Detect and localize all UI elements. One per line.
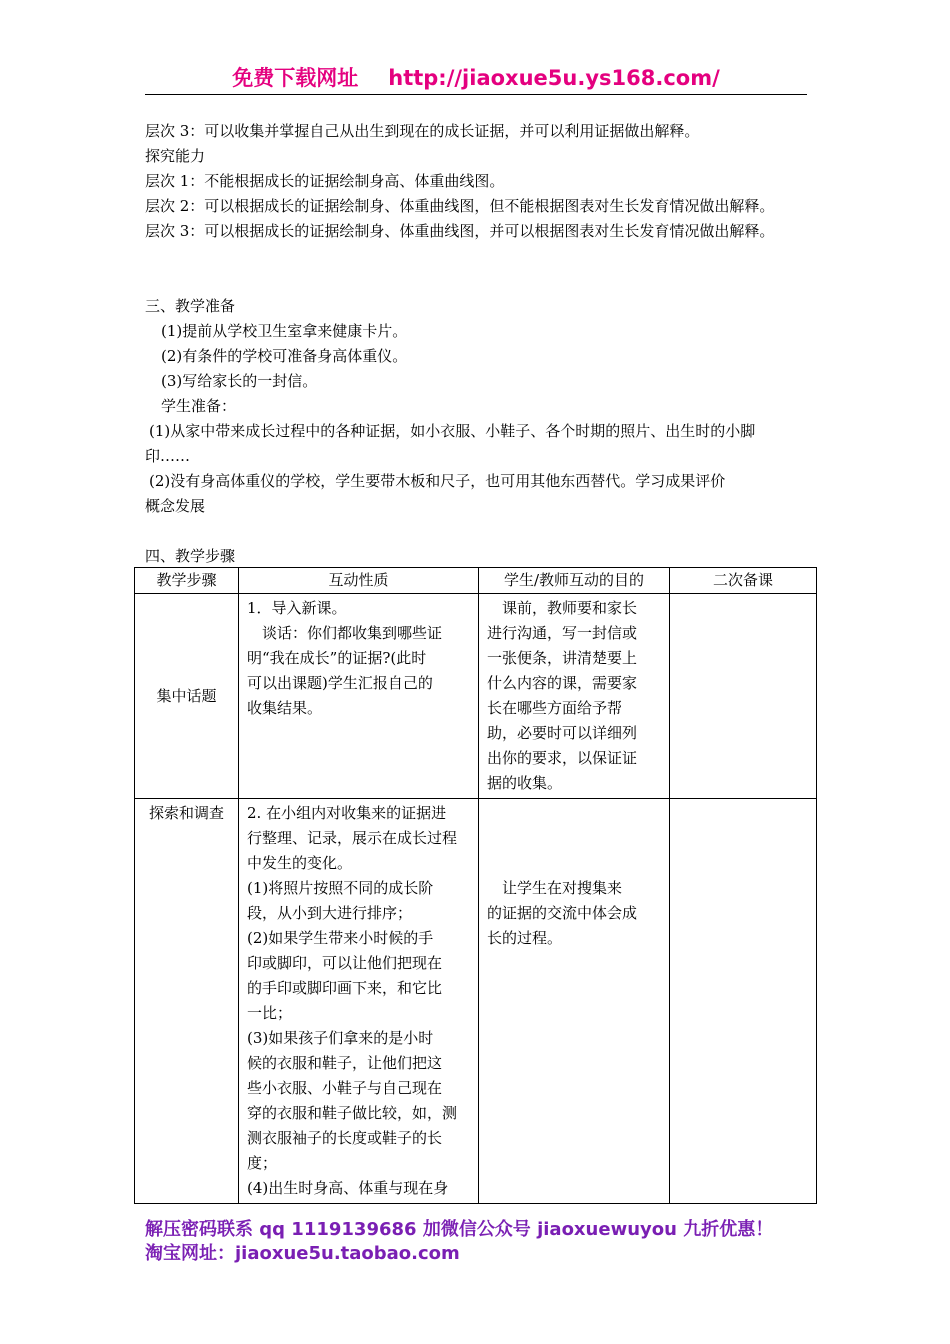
column-header: 教学步骤 xyxy=(135,568,239,594)
document-body xyxy=(145,119,825,569)
cell-line: 谈话：你们都收集到哪些证 xyxy=(247,624,443,642)
cell-line: 长的过程。 xyxy=(487,929,563,947)
cell-line: 一比； xyxy=(247,1004,293,1022)
intro-line: 层次 2：可以根据成长的证据绘制身、体重曲线图，但不能根据图表对生长发育情况做出解释。 xyxy=(145,197,775,215)
student-prep-item-cont: 概念发展 xyxy=(145,497,206,515)
student-prep-heading: 学生准备： xyxy=(161,397,237,415)
intro-line: 探究能力 xyxy=(145,147,206,165)
cell-line: (3)如果孩子们拿来的是小时 xyxy=(247,1029,434,1047)
cell-line: 中发生的变化。 xyxy=(247,854,353,872)
notes-cell xyxy=(670,594,817,799)
steps-heading: 四、教学步骤 xyxy=(145,547,236,565)
cell-line: 的手印或脚印画下来，和它比 xyxy=(247,979,443,997)
cell-line: 一张便条，讲清楚要上 xyxy=(487,649,638,667)
step-cell: 集中话题 xyxy=(135,594,239,799)
footer-shop-link[interactable]: 淘宝网址：jiaoxue5u.taobao.com xyxy=(145,1243,460,1264)
column-header: 互动性质 xyxy=(239,568,479,594)
step-cell: 探索和调查 xyxy=(135,799,239,1204)
cell-line: 课前，教师要和家长 xyxy=(487,599,638,617)
cell-line: 2. 在小组内对收集来的证据进 xyxy=(247,804,447,822)
interaction-cell xyxy=(239,799,479,1204)
intro-line: 层次 1：不能根据成长的证据绘制身高、体重曲线图。 xyxy=(145,172,505,190)
page-header xyxy=(145,62,807,94)
teacher-prep-item: (1)提前从学校卫生室拿来健康卡片。 xyxy=(161,322,408,340)
footer-contact-line: 解压密码联系 qq 1119139686 加微信公众号 jiaoxuewuyou 九折优惠！ xyxy=(145,1219,774,1240)
teacher-prep-item: (2)有条件的学校可准备身高体重仪。 xyxy=(161,347,408,365)
cell-line: 段，从小到大进行排序； xyxy=(247,904,413,922)
cell-line: 长在哪些方面给予帮 xyxy=(487,699,623,717)
cell-line: 收集结果。 xyxy=(247,699,323,717)
cell-line: 度； xyxy=(247,1154,278,1172)
cell-line: 印或脚印，可以让他们把现在 xyxy=(247,954,443,972)
cell-line: (4)出生时身高、体重与现在身 xyxy=(247,1179,449,1197)
header-divider xyxy=(145,94,807,95)
intro-line: 层次 3：可以根据成长的证据绘制身、体重曲线图，并可以根据图表对生长发育情况做出解释。 xyxy=(145,222,775,240)
cell-line: 让学生在对搜集来 xyxy=(487,879,623,897)
cell-line: 出你的要求，以保证证 xyxy=(487,749,638,767)
purpose-cell xyxy=(479,799,670,1204)
cell-line: 助，必要时可以详细列 xyxy=(487,724,638,742)
cell-line: 可以出课题)学生汇报自己的 xyxy=(247,674,433,692)
intro-line: 层次 3：可以收集并掌握自己从出生到现在的成长证据，并可以利用证据做出解释。 xyxy=(145,122,700,140)
purpose-cell xyxy=(479,594,670,799)
table-row xyxy=(135,594,817,799)
cell-line: 候的衣服和鞋子，让他们把这 xyxy=(247,1054,443,1072)
header-label: 免费下载网址 xyxy=(232,66,359,90)
teaching-steps-table xyxy=(134,567,817,1204)
student-prep-item: (1)从家中带来成长过程中的各种证据，如小衣服、小鞋子、各个时期的照片、出生时的小脚 xyxy=(149,422,756,440)
student-prep-item-cont: 印…… xyxy=(145,447,191,465)
notes-cell xyxy=(670,799,817,1204)
column-header: 二次备课 xyxy=(670,568,817,594)
table-header-row xyxy=(135,568,817,594)
cell-line: 行整理、记录，展示在成长过程 xyxy=(247,829,458,847)
cell-line: 穿的衣服和鞋子做比较，如，测 xyxy=(247,1104,458,1122)
student-prep-item: (2)没有身高体重仪的学校，学生要带木板和尺子，也可用其他东西替代。学习成果评价 xyxy=(149,472,726,490)
cell-line: 据的收集。 xyxy=(487,774,563,792)
cell-line: 进行沟通，写一封信或 xyxy=(487,624,638,642)
page-footer xyxy=(145,1218,845,1266)
cell-line: 明“我在成长”的证据?(此时 xyxy=(247,649,427,667)
cell-line: 什么内容的课，需要家 xyxy=(487,674,638,692)
prep-heading: 三、教学准备 xyxy=(145,297,236,315)
cell-line: (2)如果学生带来小时候的手 xyxy=(247,929,434,947)
cell-line: 的证据的交流中体会成 xyxy=(487,904,638,922)
cell-line: 测衣服袖子的长度或鞋子的长 xyxy=(247,1129,443,1147)
cell-line: (1)将照片按照不同的成长阶 xyxy=(247,879,434,897)
table-row xyxy=(135,799,817,1204)
interaction-cell xyxy=(239,594,479,799)
header-url-link[interactable]: http://jiaoxue5u.ys168.com/ xyxy=(388,66,720,90)
column-header: 学生/教师互动的目的 xyxy=(479,568,670,594)
teacher-prep-item: (3)写给家长的一封信。 xyxy=(161,372,318,390)
cell-line: 1．导入新课。 xyxy=(247,599,347,617)
cell-line: 些小衣服、小鞋子与自己现在 xyxy=(247,1079,443,1097)
